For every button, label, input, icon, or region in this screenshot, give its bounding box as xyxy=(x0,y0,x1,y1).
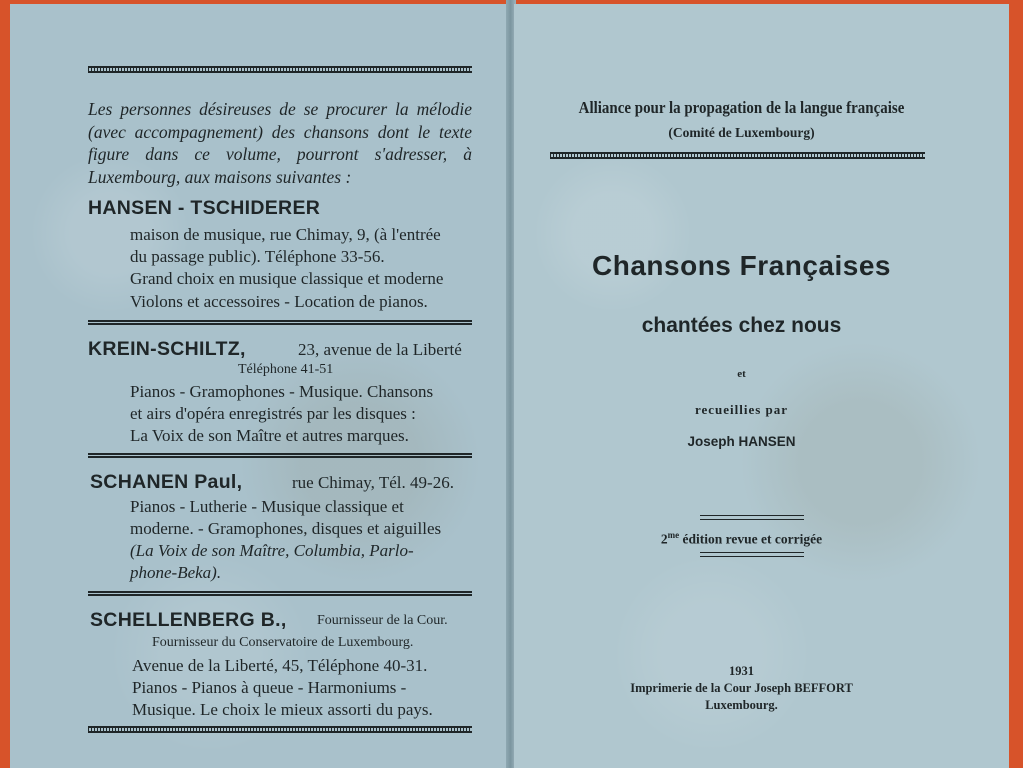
vendor-line: Violons et accessoires - Location de pianos. xyxy=(130,292,428,311)
vendor-name-hansen: HANSEN - TSCHIDERER xyxy=(88,197,321,219)
divider-rule xyxy=(88,591,472,596)
vendor-name-schellenberg: SCHELLENBERG B., xyxy=(90,609,287,631)
edition-label: édition revue et corrigée xyxy=(679,531,823,547)
vendor-line: phone-Beka). xyxy=(130,563,222,582)
collected-by: recueillies par xyxy=(694,402,789,417)
intro-paragraph: Les personnes désireuses de se procurer la mélodie (avec accompagnement) des chansons dont le texte figure dans ce volume, pourront s'adresser, à Luxembourg, aux maisons suivantes : xyxy=(88,99,472,187)
vendor-line: Avenue de la Liberté, 45, Téléphone 40-31. xyxy=(132,656,428,675)
divider-rule xyxy=(88,453,472,458)
edition-rule-top xyxy=(700,515,804,520)
edition-number: 2 xyxy=(660,531,668,547)
printer-name: Imprimerie de la Cour Joseph BEFFORT xyxy=(630,681,853,695)
vendor-address: 23, avenue de la Liberté xyxy=(298,340,462,359)
vendor-line: (La Voix de son Maître, Columbia, Parlo- xyxy=(130,541,414,560)
edition-superscript: me xyxy=(667,530,680,540)
bottom-rule-left xyxy=(88,726,472,733)
edition-text xyxy=(514,530,969,548)
vendor-name-krein: KREIN-SCHILTZ, xyxy=(88,338,246,360)
vendor-name-schanen: SCHANEN Paul, xyxy=(90,471,243,493)
vendor-line: moderne. - Gramophones, disques et aiguilles xyxy=(130,519,442,538)
vendor-phone: Téléphone 41-51 xyxy=(238,362,334,377)
vendor-subline: Fournisseur du Conservatoire de Luxembourg. xyxy=(152,635,414,650)
vendor-line: Musique. Le choix le mieux assorti du pays. xyxy=(132,700,433,719)
vendor-line: Grand choix en musique classique et moderne xyxy=(130,269,444,288)
vendor-line: Pianos - Gramophones - Musique. Chansons xyxy=(130,382,434,401)
committee-name: (Comité de Luxembourg) xyxy=(668,125,815,140)
vendor-line: et airs d'opéra enregistrés par les disques : xyxy=(130,404,416,423)
divider-rule xyxy=(88,320,472,325)
top-rule-right xyxy=(550,152,925,159)
top-rule-left xyxy=(88,66,472,73)
author-name: Joseph HANSEN xyxy=(687,434,796,449)
right-page xyxy=(514,4,1009,768)
book-subtitle: chantées chez nous xyxy=(641,314,842,337)
society-name: Alliance pour la propagation de la langue française xyxy=(578,98,905,117)
vendor-address: rue Chimay, Tél. 49-26. xyxy=(292,473,454,492)
conjunction: et xyxy=(737,368,746,380)
left-page xyxy=(10,4,510,768)
vendor-line: Pianos - Pianos à queue - Harmoniums - xyxy=(132,678,407,697)
vendor-line: du passage public). Téléphone 33-56. xyxy=(130,247,385,266)
vendor-line: Pianos - Lutherie - Musique classique et xyxy=(130,497,404,516)
book-title: Chansons Françaises xyxy=(592,250,891,281)
publication-year: 1931 xyxy=(729,664,754,678)
vendor-line: maison de musique, rue Chimay, 9, (à l'entrée xyxy=(130,225,441,244)
edition-rule-bottom xyxy=(700,552,804,557)
printer-city: Luxembourg. xyxy=(705,698,778,712)
vendor-line: La Voix de son Maître et autres marques. xyxy=(130,426,409,445)
vendor-address: Fournisseur de la Cour. xyxy=(317,613,448,628)
